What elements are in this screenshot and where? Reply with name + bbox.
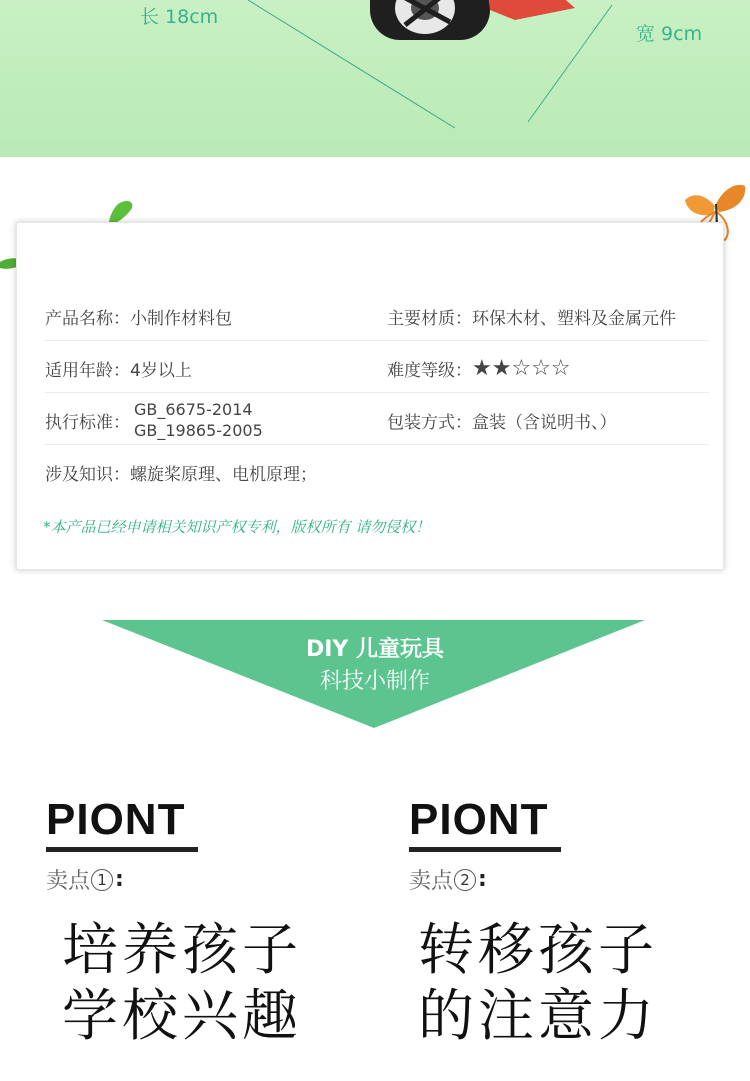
copyright-notice: *本产品已经申请相关知识产权专利，版权所有 请勿侵权！: [43, 518, 431, 536]
point-underline: [409, 847, 561, 852]
selling-point-1: [46, 795, 346, 895]
point-heading: PIONT: [46, 795, 186, 844]
point-underline: [46, 847, 198, 852]
toy-wheel-icon: [370, 0, 490, 40]
point-subtitle: [409, 864, 709, 895]
difficulty-label: 难度等级：: [387, 360, 472, 381]
toy-body-icon: [488, 0, 575, 20]
point-number-badge: 1: [91, 869, 113, 891]
spec-row: [45, 343, 709, 393]
spec-standard: [45, 395, 263, 445]
point-colon: :: [115, 867, 124, 892]
point-colon: :: [478, 867, 487, 892]
point-sub-label: 卖点: [46, 869, 91, 894]
row-divider: [45, 392, 709, 393]
point-text-line: 转移孩子: [418, 918, 658, 983]
product-spec-card: [16, 222, 724, 570]
product-name-label: 产品名称：: [45, 308, 130, 329]
width-dimension-label: 宽 9cm: [636, 23, 703, 45]
point-heading: PIONT: [409, 795, 549, 844]
row-divider: [45, 444, 709, 445]
difficulty-star-rating: ★★☆☆☆: [472, 355, 571, 381]
section-title-line1: DIY 儿童玩具: [305, 637, 445, 662]
spec-row: [45, 395, 709, 445]
knowledge-label: 涉及知识：: [45, 464, 130, 485]
width-guide-line: [528, 5, 612, 122]
material-value: 环保木材、塑料及金属元件: [472, 308, 676, 329]
point-number-badge: 2: [454, 869, 476, 891]
selling-point-1-text: [62, 918, 302, 1050]
top-product-banner: [0, 0, 750, 157]
packaging-label: 包装方式：: [387, 412, 472, 433]
length-dimension-label: 长 18cm: [140, 6, 219, 28]
spec-material: [387, 291, 676, 341]
spec-product-name: [45, 291, 232, 341]
selling-point-2: [409, 795, 709, 895]
age-value: 4岁以上: [130, 360, 192, 381]
spec-row: [45, 447, 709, 497]
point-text-line: 培养孩子: [62, 918, 302, 983]
spec-age: [45, 343, 192, 393]
point-text-line: 的注意力: [418, 984, 658, 1049]
point-subtitle: [46, 864, 346, 895]
point-text-line: 学校兴趣: [62, 984, 302, 1049]
standard-value: GB_6675-2014: [134, 400, 253, 419]
standard-label: 执行标准：: [45, 412, 130, 433]
selling-point-2-text: [418, 918, 658, 1050]
point-sub-label: 卖点: [409, 869, 454, 894]
spec-row: [45, 291, 709, 341]
standard-value: GB_19865-2005: [134, 421, 263, 440]
standard-values: [134, 399, 263, 441]
spec-knowledge: [45, 447, 317, 497]
spec-difficulty: [387, 343, 571, 393]
row-divider: [45, 340, 709, 341]
packaging-value: 盒装（含说明书、）: [472, 412, 617, 433]
spec-packaging: [387, 395, 617, 445]
product-name-value: 小制作材料包: [130, 308, 232, 329]
knowledge-value: 螺旋桨原理、电机原理；: [130, 464, 317, 485]
material-label: 主要材质：: [387, 308, 472, 329]
section-title-line2: 科技小制作: [319, 669, 430, 694]
age-label: 适用年龄：: [45, 360, 130, 381]
